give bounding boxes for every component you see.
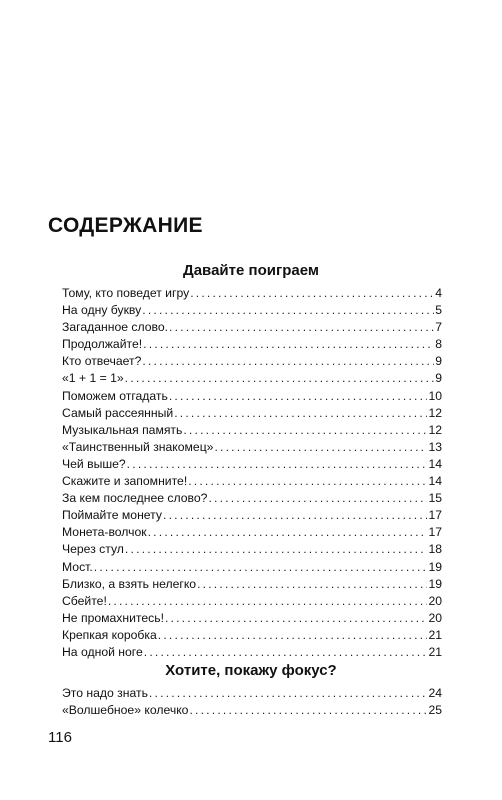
toc-entry [62, 507, 442, 524]
toc-entry-page: 21 [428, 627, 442, 642]
toc-entry-title: Через стул [62, 542, 124, 557]
dot-leader [183, 422, 427, 439]
section-heading: Хотите, покажу фокус? [165, 662, 337, 679]
toc-entry [62, 702, 442, 719]
dot-leader [125, 370, 435, 387]
section-heading: Давайте поиграем [183, 262, 319, 279]
toc-entry-page: 7 [435, 320, 442, 335]
toc-entry-title: Самый рассеянный [62, 405, 174, 420]
toc-entry [62, 388, 442, 405]
dot-leader [148, 524, 428, 541]
toc-entry-title: Поможем отгадать [62, 388, 168, 403]
dot-leader [189, 702, 427, 719]
dot-leader [143, 336, 434, 353]
toc-entry [62, 422, 442, 439]
toc-entry [62, 576, 442, 593]
dot-leader [125, 541, 428, 558]
toc-entry-title: Монета-волчок [62, 525, 147, 540]
dot-leader [158, 627, 428, 644]
dot-leader [94, 559, 428, 576]
toc-entry-page: 8 [435, 337, 442, 352]
toc-entry [62, 524, 442, 541]
toc-entry-page: 20 [428, 610, 442, 625]
page-title: СОДЕРЖАНИЕ [48, 214, 203, 237]
dot-leader [208, 490, 427, 507]
dot-leader [188, 473, 427, 490]
toc-entry [62, 319, 442, 336]
toc-entry [62, 559, 442, 576]
toc-entry-title: Не промахнитесь! [62, 610, 164, 625]
toc-entry-page: 15 [428, 491, 442, 506]
dot-leader [174, 405, 427, 422]
toc-entry-page: 19 [428, 576, 442, 591]
toc-entry-page: 17 [428, 525, 442, 540]
dot-leader [163, 507, 427, 524]
toc-entry-title: Сбейте! [62, 593, 107, 608]
toc-entry-title: «Таинственный знакомец» [62, 439, 214, 454]
toc-entry-page: 19 [428, 559, 442, 574]
toc-entry-page: 5 [435, 303, 442, 318]
dot-leader [214, 439, 427, 456]
dot-leader [142, 353, 434, 370]
toc-entry [62, 302, 442, 319]
dot-leader [142, 302, 434, 319]
toc-entry-title: «1 + 1 = 1» [62, 371, 124, 386]
dot-leader [144, 644, 428, 661]
toc-entry-title: Чей выше? [62, 456, 126, 471]
toc-entry-page: 18 [428, 542, 442, 557]
toc-entry-title: Кто отвечает? [62, 354, 142, 369]
toc-entry [62, 490, 442, 507]
toc-entry [62, 353, 442, 370]
toc-entry [62, 627, 442, 644]
toc-entry [62, 541, 442, 558]
dot-leader [197, 576, 427, 593]
toc-entry-page: 20 [428, 593, 442, 608]
toc-entry-title: На одну букву [62, 303, 142, 318]
toc-entry-title: Тому, кто поведет игру [62, 286, 190, 300]
toc-entry [62, 473, 442, 490]
toc-entry-page: 24 [428, 686, 442, 700]
toc-entry-title: Загаданное слово. [62, 320, 169, 335]
toc-entry [62, 405, 442, 422]
dot-leader [149, 685, 428, 702]
toc-entry-page: 14 [428, 474, 442, 489]
toc-entry [62, 285, 442, 302]
toc-entry-page: 12 [428, 405, 442, 420]
toc-entry-title: Продолжайте! [62, 337, 143, 352]
toc-entry-title: Поймайте монету [62, 508, 162, 523]
toc-entry-title: «Волшебное» колечко [62, 703, 189, 718]
toc-entry [62, 685, 442, 702]
toc-entry-title: Мост. [62, 559, 93, 574]
toc-entry-title: Крепкая коробка [62, 627, 157, 642]
toc-entry-page: 4 [435, 286, 442, 300]
toc-entry-page: 14 [428, 456, 442, 471]
toc-entry-page: 13 [428, 439, 442, 454]
toc-entry-title: За кем последнее слово? [62, 491, 208, 506]
toc-entry [62, 439, 442, 456]
toc-entry [62, 593, 442, 610]
toc-entry-page: 9 [435, 354, 442, 369]
toc-entry [62, 610, 442, 627]
dot-leader [127, 456, 428, 473]
toc-entry [62, 370, 442, 387]
toc-entry [62, 456, 442, 473]
toc-entry-page: 12 [428, 422, 442, 437]
toc-entry-page: 21 [428, 644, 442, 659]
toc-entry [62, 644, 442, 661]
dot-leader [169, 388, 428, 405]
toc-entry-title: Близко, а взять нелегко [62, 576, 197, 591]
toc-list [62, 685, 442, 719]
toc-entry-title: На одной ноге [62, 644, 143, 659]
toc-entry-page: 10 [428, 388, 442, 403]
dot-leader [108, 593, 428, 610]
toc-entry-title: Скажите и запомните! [62, 474, 188, 489]
toc-entry-title: Музыкальная память [62, 422, 183, 437]
toc-entry-page: 17 [428, 508, 442, 523]
page-number: 116 [48, 729, 72, 746]
dot-leader [169, 319, 434, 336]
dot-leader [190, 285, 434, 302]
toc-entry-page: 25 [428, 703, 442, 718]
toc-entry [62, 336, 442, 353]
dot-leader [165, 610, 427, 627]
toc-entry-page: 9 [435, 371, 442, 386]
toc-list [62, 285, 442, 661]
toc-entry-title: Это надо знать [62, 686, 148, 700]
